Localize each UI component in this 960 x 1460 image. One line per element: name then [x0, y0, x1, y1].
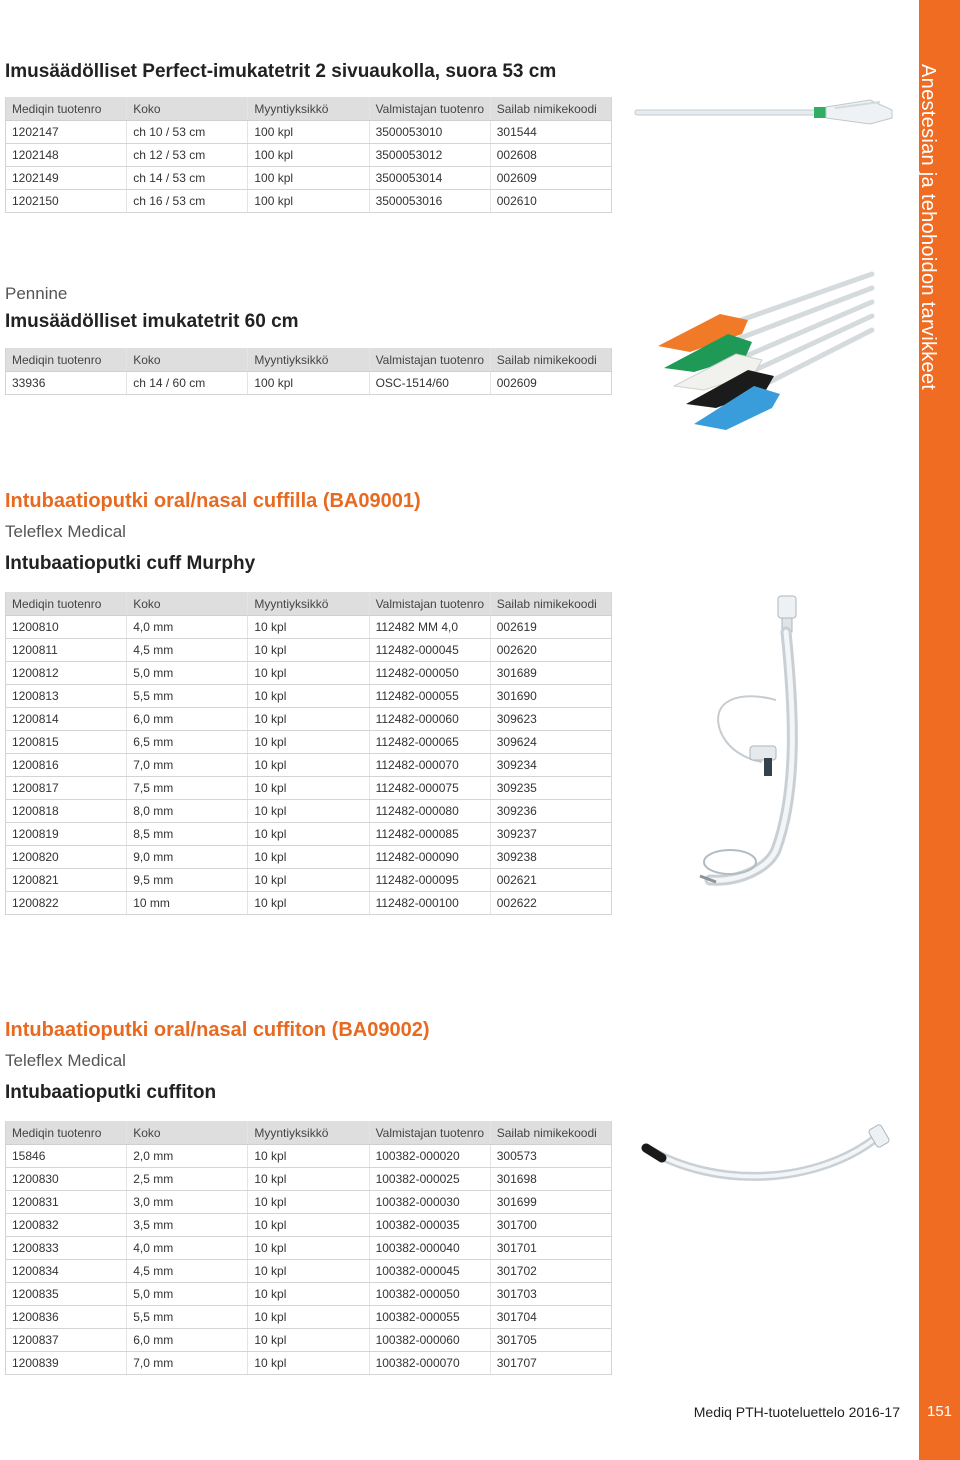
column-header: Sailab nimikekoodi [490, 348, 611, 372]
column-header: Koko [127, 1121, 248, 1145]
table-cell: 10 kpl [248, 1214, 369, 1237]
table-cell: 1200832 [6, 1214, 127, 1237]
suction-catheter-image [630, 88, 900, 138]
table-cell: 112482 MM 4,0 [369, 616, 490, 639]
table-cell: 309237 [490, 823, 611, 846]
table-cell: 100 kpl [248, 144, 369, 167]
table-cell: 1200833 [6, 1237, 127, 1260]
table-cell: 112482-000065 [369, 731, 490, 754]
table-cell: 1202150 [6, 190, 127, 213]
table-cell: 10 kpl [248, 1168, 369, 1191]
table-cell: 301702 [490, 1260, 611, 1283]
table-cell: 300573 [490, 1145, 611, 1168]
table-cell: 1200837 [6, 1329, 127, 1352]
table-cell: 112482-000095 [369, 869, 490, 892]
column-header: Mediqin tuotenro [6, 97, 127, 121]
table-row [6, 800, 612, 823]
table-row [6, 1306, 612, 1329]
table-cell: 309238 [490, 846, 611, 869]
table-cell: 002609 [490, 167, 611, 190]
table-cell: 1202149 [6, 167, 127, 190]
column-header: Mediqin tuotenro [6, 348, 127, 372]
column-header: Koko [127, 592, 248, 616]
table-cell: 10 kpl [248, 1283, 369, 1306]
brand-label: Teleflex Medical [5, 522, 126, 541]
section-title: Intubaatioputki oral/nasal cuffiton (BA09002) [5, 1019, 430, 1041]
table-cell: 10 kpl [248, 1352, 369, 1375]
section-cuffed-tubes [5, 488, 612, 915]
table-cell: 301698 [490, 1168, 611, 1191]
table-cell: 1200818 [6, 800, 127, 823]
table-cell: ch 14 / 53 cm [127, 167, 248, 190]
table-row [6, 190, 612, 213]
table-header-row [6, 592, 612, 616]
table-cell: 2,0 mm [127, 1145, 248, 1168]
column-header: Sailab nimikekoodi [490, 1121, 611, 1145]
table-cell: 112482-000060 [369, 708, 490, 731]
table-cell: 112482-000075 [369, 777, 490, 800]
table-cell: 4,5 mm [127, 1260, 248, 1283]
table-row [6, 1352, 612, 1375]
table-cell: 100382-000035 [369, 1214, 490, 1237]
section-uncuffed-tubes [5, 1017, 612, 1375]
table-cell: 309235 [490, 777, 611, 800]
section-suction-catheters-60 [5, 283, 612, 395]
table-cell: 1200830 [6, 1168, 127, 1191]
table-cell: 1200813 [6, 685, 127, 708]
table-cell: 1202148 [6, 144, 127, 167]
table-cell: 1200820 [6, 846, 127, 869]
table-cell: 10 kpl [248, 616, 369, 639]
table-cell: 1200822 [6, 892, 127, 915]
table-cell: ch 10 / 53 cm [127, 121, 248, 144]
table-cell: 301700 [490, 1214, 611, 1237]
table-cell: 3500053016 [369, 190, 490, 213]
table-cell: 10 kpl [248, 639, 369, 662]
table-cell: 301703 [490, 1283, 611, 1306]
table-cell: 8,5 mm [127, 823, 248, 846]
table-cell: 3,5 mm [127, 1214, 248, 1237]
column-header: Valmistajan tuotenro [369, 1121, 490, 1145]
table-row [6, 372, 612, 395]
table-cell: 6,0 mm [127, 1329, 248, 1352]
column-header: Koko [127, 348, 248, 372]
column-header: Mediqin tuotenro [6, 1121, 127, 1145]
table-cell: 3500053014 [369, 167, 490, 190]
table-cell: 112482-000085 [369, 823, 490, 846]
table-cell: 33936 [6, 372, 127, 395]
table-cell: ch 16 / 53 cm [127, 190, 248, 213]
table-cell: 10 kpl [248, 1306, 369, 1329]
side-title: Anestesian ja tehohoidon tarvikkeet [917, 64, 939, 391]
table-row [6, 167, 612, 190]
table-cell: 1200834 [6, 1260, 127, 1283]
table-cell: 10 kpl [248, 1329, 369, 1352]
table-cell: 7,0 mm [127, 1352, 248, 1375]
table-row [6, 846, 612, 869]
table-cell: 10 kpl [248, 1237, 369, 1260]
table-cell: 301699 [490, 1191, 611, 1214]
table-row [6, 144, 612, 167]
column-header: Valmistajan tuotenro [369, 348, 490, 372]
table-cell: 7,0 mm [127, 754, 248, 777]
table-row [6, 1191, 612, 1214]
table-cell: 4,0 mm [127, 1237, 248, 1260]
table-cell: 309236 [490, 800, 611, 823]
section-title: Imusäädölliset Perfect-imukatetrit 2 sivuaukolla, suora 53 cm [5, 61, 557, 82]
table-cell: 15846 [6, 1145, 127, 1168]
table-cell: 1200814 [6, 708, 127, 731]
table-cell: 100382-000055 [369, 1306, 490, 1329]
table-cell: 301544 [490, 121, 611, 144]
section-subtitle: Intubaatioputki cuff Murphy [5, 553, 256, 574]
table-cell: 10 kpl [248, 731, 369, 754]
table-row [6, 1260, 612, 1283]
table-cell: 3,0 mm [127, 1191, 248, 1214]
table-cell: 112482-000090 [369, 846, 490, 869]
table-cell: OSC-1514/60 [369, 372, 490, 395]
section-suction-catheters-53 [5, 60, 612, 213]
brand-label: Pennine [5, 284, 68, 303]
table-cell: 100382-000060 [369, 1329, 490, 1352]
footer-catalog-title: Mediq PTH-tuoteluettelo 2016-17 [693, 1404, 900, 1420]
table-cell: 10 kpl [248, 708, 369, 731]
section-title: Imusäädölliset imukatetrit 60 cm [5, 311, 299, 332]
column-header: Mediqin tuotenro [6, 592, 127, 616]
product-table [5, 592, 612, 915]
table-cell: 10 kpl [248, 1191, 369, 1214]
table-cell: 10 kpl [248, 1145, 369, 1168]
table-row [6, 121, 612, 144]
table-cell: 1200821 [6, 869, 127, 892]
table-cell: 100 kpl [248, 167, 369, 190]
table-cell: 1200836 [6, 1306, 127, 1329]
column-header: Sailab nimikekoodi [490, 97, 611, 121]
section-subtitle: Intubaatioputki cuffiton [5, 1082, 217, 1103]
table-cell: 301690 [490, 685, 611, 708]
table-cell: 100 kpl [248, 190, 369, 213]
table-cell: 10 kpl [248, 777, 369, 800]
table-cell: 5,0 mm [127, 1283, 248, 1306]
table-cell: 5,5 mm [127, 1306, 248, 1329]
product-table [5, 1121, 612, 1375]
table-cell: 1200819 [6, 823, 127, 846]
table-row [6, 869, 612, 892]
table-cell: 100382-000040 [369, 1237, 490, 1260]
table-cell: 301704 [490, 1306, 611, 1329]
column-header: Myyntiyksikkö [248, 348, 369, 372]
column-header: Koko [127, 97, 248, 121]
table-cell: 1200815 [6, 731, 127, 754]
colored-catheters-image [650, 262, 890, 432]
table-cell: 301707 [490, 1352, 611, 1375]
table-cell: 10 kpl [248, 1260, 369, 1283]
table-cell: 5,0 mm [127, 662, 248, 685]
table-cell: 112482-000045 [369, 639, 490, 662]
table-cell: 10 kpl [248, 823, 369, 846]
table-cell: ch 12 / 53 cm [127, 144, 248, 167]
table-cell: 7,5 mm [127, 777, 248, 800]
table-cell: 1200835 [6, 1283, 127, 1306]
table-cell: 10 mm [127, 892, 248, 915]
table-cell: 112482-000055 [369, 685, 490, 708]
table-row [6, 1329, 612, 1352]
table-row [6, 731, 612, 754]
table-cell: 100382-000070 [369, 1352, 490, 1375]
table-cell: 112482-000050 [369, 662, 490, 685]
table-row [6, 1237, 612, 1260]
product-table [5, 348, 612, 395]
table-cell: 1200812 [6, 662, 127, 685]
table-cell: 112482-000070 [369, 754, 490, 777]
table-cell: 002622 [490, 892, 611, 915]
table-row [6, 892, 612, 915]
table-cell: 10 kpl [248, 662, 369, 685]
cuffed-tube-image [680, 590, 850, 895]
table-cell: 1200810 [6, 616, 127, 639]
table-row [6, 662, 612, 685]
column-header: Valmistajan tuotenro [369, 592, 490, 616]
table-cell: 8,0 mm [127, 800, 248, 823]
column-header: Myyntiyksikkö [248, 592, 369, 616]
table-cell: 10 kpl [248, 685, 369, 708]
table-cell: 301689 [490, 662, 611, 685]
table-cell: 10 kpl [248, 846, 369, 869]
table-row [6, 1168, 612, 1191]
table-cell: 301705 [490, 1329, 611, 1352]
table-cell: 10 kpl [248, 892, 369, 915]
table-row [6, 1214, 612, 1237]
table-cell: 10 kpl [248, 869, 369, 892]
table-cell: 100382-000030 [369, 1191, 490, 1214]
table-cell: 100382-000025 [369, 1168, 490, 1191]
table-cell: 10 kpl [248, 800, 369, 823]
table-cell: 1200817 [6, 777, 127, 800]
table-cell: 309234 [490, 754, 611, 777]
table-cell: 100 kpl [248, 372, 369, 395]
table-cell: 002620 [490, 639, 611, 662]
table-cell: 002621 [490, 869, 611, 892]
page-number: 151 [926, 1403, 953, 1420]
table-cell: 309624 [490, 731, 611, 754]
table-cell: 3500053012 [369, 144, 490, 167]
table-cell: 1200831 [6, 1191, 127, 1214]
table-cell: 100382-000045 [369, 1260, 490, 1283]
table-row [6, 1283, 612, 1306]
table-row [6, 685, 612, 708]
table-header-row [6, 348, 612, 372]
table-row [6, 823, 612, 846]
table-cell: 9,5 mm [127, 869, 248, 892]
table-cell: 5,5 mm [127, 685, 248, 708]
table-row [6, 754, 612, 777]
table-cell: 9,0 mm [127, 846, 248, 869]
table-cell: 1200816 [6, 754, 127, 777]
table-header-row [6, 97, 612, 121]
table-cell: 10 kpl [248, 754, 369, 777]
table-cell: 2,5 mm [127, 1168, 248, 1191]
table-cell: 112482-000100 [369, 892, 490, 915]
table-cell: 301701 [490, 1237, 611, 1260]
table-row [6, 777, 612, 800]
table-cell: 002609 [490, 372, 611, 395]
table-cell: 4,5 mm [127, 639, 248, 662]
table-row [6, 1145, 612, 1168]
table-cell: 1200839 [6, 1352, 127, 1375]
table-header-row [6, 1121, 612, 1145]
table-cell: 100382-000050 [369, 1283, 490, 1306]
table-row [6, 708, 612, 731]
column-header: Sailab nimikekoodi [490, 592, 611, 616]
table-cell: ch 14 / 60 cm [127, 372, 248, 395]
column-header: Valmistajan tuotenro [369, 97, 490, 121]
column-header: Myyntiyksikkö [248, 97, 369, 121]
column-header: Myyntiyksikkö [248, 1121, 369, 1145]
table-cell: 6,0 mm [127, 708, 248, 731]
table-row [6, 616, 612, 639]
product-table [5, 97, 612, 213]
section-title: Intubaatioputki oral/nasal cuffilla (BA09001) [5, 490, 421, 512]
table-cell: 100 kpl [248, 121, 369, 144]
table-cell: 4,0 mm [127, 616, 248, 639]
table-cell: 100382-000020 [369, 1145, 490, 1168]
uncuffed-tube-image [640, 1118, 900, 1198]
brand-label: Teleflex Medical [5, 1051, 126, 1070]
table-cell: 309623 [490, 708, 611, 731]
table-cell: 002610 [490, 190, 611, 213]
table-cell: 1200811 [6, 639, 127, 662]
table-cell: 112482-000080 [369, 800, 490, 823]
table-cell: 1202147 [6, 121, 127, 144]
table-cell: 3500053010 [369, 121, 490, 144]
table-row [6, 639, 612, 662]
table-cell: 002608 [490, 144, 611, 167]
table-cell: 6,5 mm [127, 731, 248, 754]
table-cell: 002619 [490, 616, 611, 639]
